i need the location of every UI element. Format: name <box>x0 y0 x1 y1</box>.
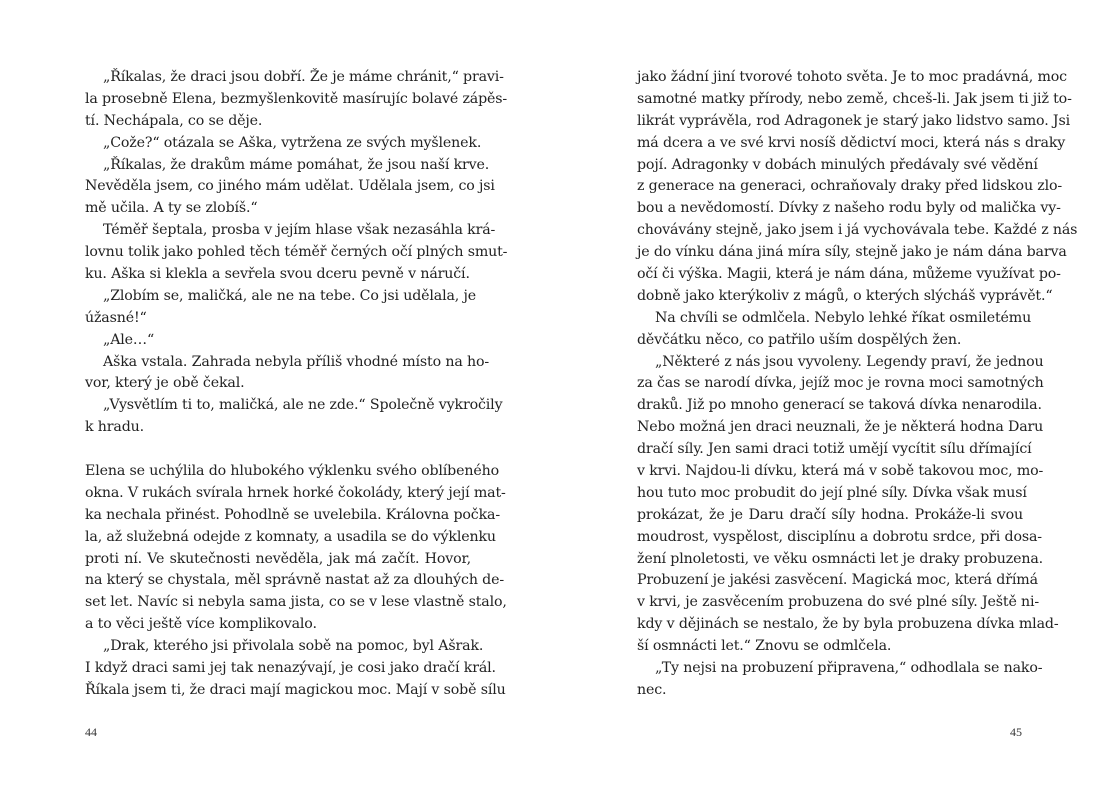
paragraph <box>85 395 503 439</box>
text-line: draků. Již po mnoho generací se taková dívka nenarodila. <box>637 397 1042 414</box>
text-line: v krvi, je zasvěcením probuzena do své plné síly. Ještě ni- <box>637 594 1040 611</box>
text-line: úžasné!“ <box>85 309 147 326</box>
text-line: ší osmnácti let.“ Znovu se odmlčela. <box>637 638 892 655</box>
paragraph <box>85 330 471 352</box>
paragraph <box>637 67 1078 308</box>
paragraph <box>85 133 482 155</box>
text-line: Elena se uchýlila do hlubokého výklenku svého oblíbeného <box>85 463 499 480</box>
text-line: pojí. Adragonky v dobách minulých předávaly své vědění <box>637 156 1038 173</box>
text-line: „Zlobím se, maličká, ale ne na tebe. Co jsi udělala, je <box>103 287 477 304</box>
text-line: „Drak, kterého jsi přivolala sobě na pomoc, byl Ašrak. <box>103 638 484 655</box>
text-line: „Ty nejsi na probuzení připravena,“ odhodlala se nako- <box>655 660 1043 677</box>
text-line: la, až služebná odejde z komnaty, a usadila se do výklenku <box>85 528 496 545</box>
text-line: jako žádní jiní tvorové tohoto světa. Je to moc pradávná, moc <box>637 69 1067 85</box>
text-line: prokázat, že je Daru dračí síly hodna. Prokáže-li svou <box>637 506 1023 523</box>
text-line: likrát vyprávěla, rod Adragonek je starý jako lidstvo samo. Jsi <box>637 112 1070 129</box>
text-line: očí či výška. Magii, která je nám dána, můžeme využívat po- <box>637 266 1061 283</box>
right-page-text <box>637 67 1078 702</box>
text-line: ku. Aška si klekla a sevřela svou dceru pevně v náručí. <box>85 266 470 283</box>
text-line: žení plnoletosti, ve věku osmnácti let je draky probuzena. <box>637 550 1044 567</box>
text-line: okna. V rukách svírala hrnek horké čokolády, který její mat- <box>85 484 506 501</box>
text-line: na který se chystala, měl správně nastat až za dlouhých de- <box>85 572 505 589</box>
text-line: Na chvíli se odmlčela. Nebylo lehké říkat osmiletému <box>655 309 1032 326</box>
text-line: je do vínku dána jiná míra síly, stejně jako je nám dána barva <box>637 244 1067 261</box>
text-line: Aška vstala. Zahrada nebyla příliš vhodné místo na ho- <box>103 353 490 370</box>
text-line: děvčátku něco, co patřilo uším dospělých žen. <box>637 331 962 348</box>
page-number-right: 45 <box>1010 725 1022 739</box>
paragraph <box>637 308 1032 352</box>
text-line: má dcera a ve své krvi nosíš dědictví moci, která nás s draky <box>637 134 1066 151</box>
paragraph <box>85 67 508 133</box>
left-page-text <box>85 67 508 702</box>
paragraph <box>85 461 507 636</box>
text-line: samotné matky přírody, nebo země, chceš-li. Jak jsem ti již to- <box>637 90 1072 107</box>
text-line: kdy v dějinách se nestalo, že by byla probuzena dívka mlad- <box>637 616 1059 633</box>
page-number-left: 44 <box>85 725 97 739</box>
text-line: tí. Nechápala, co se děje. <box>85 112 263 129</box>
paragraph <box>85 220 508 286</box>
text-line: set let. Navíc si nebyla sama jista, co se v lese vlastně stalo, <box>85 594 507 611</box>
paragraph <box>85 286 477 330</box>
text-line: mě učila. A ty se zlobíš.“ <box>85 200 258 217</box>
text-line: ka nechala přinést. Pohodlně se uvelebila. Královna počka- <box>85 506 500 523</box>
text-line: k hradu. <box>85 419 145 436</box>
text-line: bou a nevědomostí. Dívky z našeho rodu byly od malička vy- <box>637 200 1061 217</box>
text-line: „Cože?“ otázala se Aška, vytržena ze svých myšlenek. <box>103 134 482 151</box>
text-line: Nebo možná jen draci neuznali, že je některá hodna Daru <box>637 419 1044 436</box>
text-line: I když draci sami jej tak nenazývají, je cosi jako dračí král. <box>85 660 496 677</box>
text-line: „Říkalas, že drakům máme pomáhat, že jsou naší krve. <box>103 156 490 173</box>
text-line: „Vysvětlím ti to, maličká, ale ne zde.“ Společně vykročily <box>103 397 503 414</box>
paragraph <box>85 636 506 702</box>
text-line: dobně jako kterýkoliv z mágů, o kterých slýcháš vyprávět.“ <box>637 287 1053 304</box>
text-line: la prosebně Elena, bezmyšlenkovitě masírujíc bolavé zápěs- <box>85 90 508 107</box>
text-line: v krvi. Najdou-li dívku, která má v sobě takovou moc, mo- <box>637 463 1044 480</box>
text-line: proti ní. Ve skutečnosti nevěděla, jak má začít. Hovor, <box>85 550 471 567</box>
section-break <box>85 439 471 461</box>
text-line: „Ale…“ <box>103 331 155 348</box>
text-line: moudrost, vyspělost, disciplínu a dobrotu srdce, při dosa- <box>637 528 1042 545</box>
text-line: Téměř šeptala, prosba v jejím hlase však nezasáhla krá- <box>103 222 496 239</box>
paragraph <box>637 352 1059 658</box>
text-line: „Některé z nás jsou vyvoleny. Legendy praví, že jednou <box>655 353 1044 370</box>
text-line: hou tuto moc probudit do její plné síly. Dívka však musí <box>637 484 1027 501</box>
text-line: vor, který je obě čekal. <box>85 375 245 392</box>
text-line: „Říkalas, že draci jsou dobří. Že je máme chránit,“ pravi- <box>103 69 504 85</box>
text-line: Říkala jsem ti, že draci mají magickou moc. Mají v sobě sílu <box>85 681 506 698</box>
paragraph <box>85 352 490 396</box>
text-line: lovnu tolik jako pohled těch téměř černých očí plných smut- <box>85 244 508 261</box>
text-line: dračí síly. Jen sami draci totiž umějí vycítit sílu dřímající <box>637 441 1032 458</box>
text-line: chovávány stejně, jako jsem i já vychovávala tebe. Každé z nás <box>637 222 1078 239</box>
text-line: Nevěděla jsem, co jiného mám udělat. Udělala jsem, co jsi <box>85 178 495 195</box>
text-line: nec. <box>637 681 667 698</box>
paragraph <box>85 155 495 221</box>
paragraph <box>637 658 1043 702</box>
text-line: a to věci ještě více komplikovalo. <box>85 616 317 633</box>
text-line: za čas se narodí dívka, jejíž moc je rovna moci samotných <box>637 375 1044 392</box>
text-line: Probuzení je jakési zasvěcení. Magická moc, která dřímá <box>637 572 1038 589</box>
text-line: z generace na generaci, ochraňovaly draky před lidskou zlo- <box>637 178 1063 195</box>
